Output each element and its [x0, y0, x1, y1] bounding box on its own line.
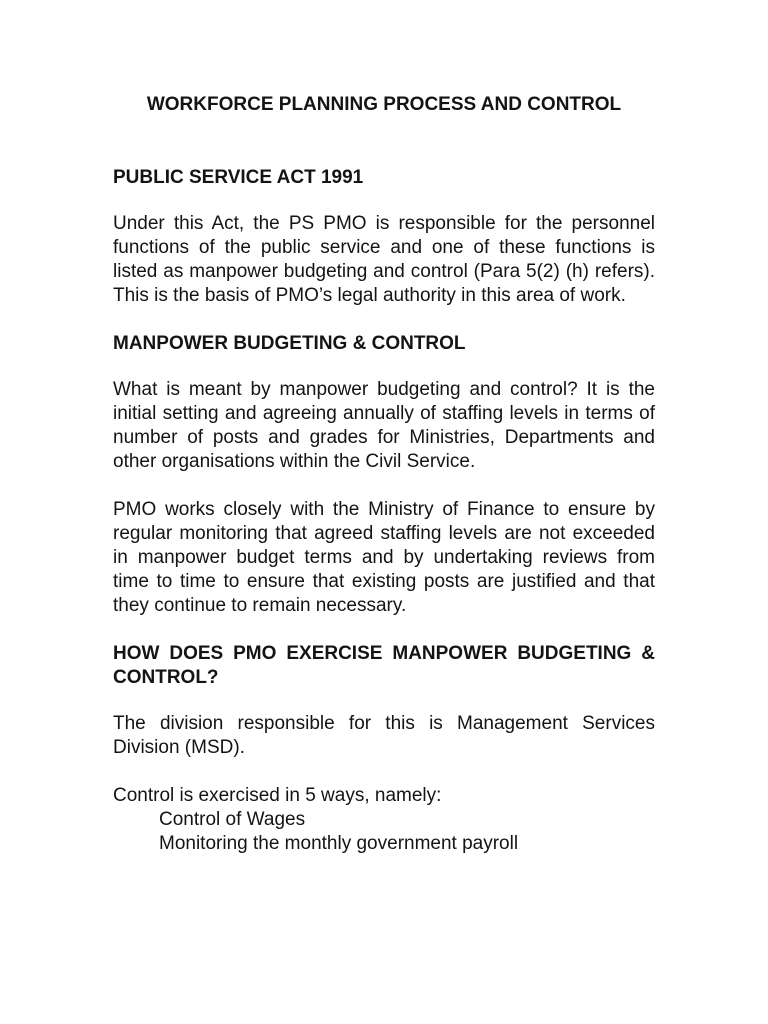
paragraph: Under this Act, the PS PMO is responsible for the personnel functions of the public service and one of these functions is listed as manpower budgeting and control (Para 5(2) (h) refers). This is the basis of PMO’s legal authority in this area of work.: [113, 213, 655, 306]
paragraph: The division responsible for this is Management Services Division (MSD).: [113, 713, 655, 758]
list-item: Control of Wages: [159, 809, 306, 830]
paragraph: What is meant by manpower budgeting and control? It is the initial setting and agreeing annually of staffing levels in terms of number of posts and grades for Ministries, Departments and other organisations within the Civil Service.: [113, 379, 655, 472]
section-heading-public-service-act: PUBLIC SERVICE ACT 1991: [113, 167, 364, 188]
section-heading-how-does-pmo: HOW DOES PMO EXERCISE MANPOWER BUDGETING & CONTROL?: [113, 643, 655, 688]
paragraph: PMO works closely with the Ministry of Finance to ensure by regular monitoring that agreed staffing levels are not exceeded in manpower budget terms and by undertaking reviews from time to time to ensure that existing posts are justified and that they continue to remain necessary.: [113, 499, 655, 616]
document-body: [113, 166, 655, 856]
section-heading-manpower-budgeting: MANPOWER BUDGETING & CONTROL: [113, 333, 466, 354]
list-item: Monitoring the monthly government payroll: [159, 833, 519, 854]
paragraph: Control is exercised in 5 ways, namely:: [113, 785, 442, 806]
document-title: WORKFORCE PLANNING PROCESS AND CONTROL: [146, 94, 622, 115]
